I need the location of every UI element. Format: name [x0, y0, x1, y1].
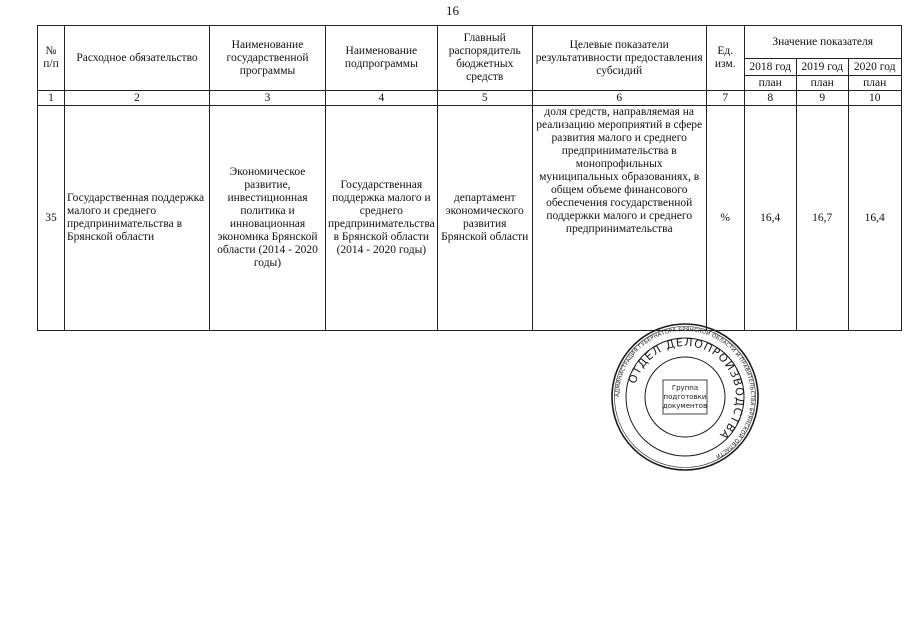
column-number: 10 — [848, 91, 901, 106]
stamp-dept-text: ОТДЕЛ ДЕЛОПРОИЗВОДСТВА — [625, 335, 747, 443]
header-year-2018: 2018 год — [744, 59, 796, 76]
header-no: № п/п — [38, 26, 65, 91]
column-number: 6 — [532, 91, 706, 106]
header-plan-2019: план — [796, 76, 848, 91]
header-year-2019: 2019 год — [796, 59, 848, 76]
row-subprogram: Государственная поддержка малого и среднего предпринимательства в Брянской области (2014 - 2020 годы) — [326, 106, 438, 331]
header-subprogram: Наименование подпрограммы — [326, 26, 438, 91]
stamp-outer-text: АДМИНИСТРАЦИЯ ГУБЕРНАТОРА БРЯНСКОЙ ОБЛАСТИ И ПРАВИТЕЛЬСТВА БРЯНСКОЙ ОБЛАСТИ — [614, 326, 756, 460]
header-value-group: Значение показателя — [744, 26, 901, 59]
stamp-center-line: Группа — [671, 384, 699, 392]
column-number: 2 — [65, 91, 210, 106]
header-indicators: Целевые показатели результативности предоставления субсидий — [532, 26, 706, 91]
row-program: Экономическое развитие, инвестиционная политика и инновационная экономика Брянской области (2014 - 2020 годы) — [210, 106, 326, 331]
column-number: 5 — [437, 91, 532, 106]
table-row — [38, 106, 902, 331]
column-number: 1 — [38, 91, 65, 106]
header-obligation: Расходное обязательство — [65, 26, 210, 91]
header-administrator: Главный распорядитель бюджетных средств — [437, 26, 532, 91]
row-administrator: департамент экономического развития Брянской области — [437, 106, 532, 331]
header-plan-2018: план — [744, 76, 796, 91]
stamp-center-line: документов — [662, 402, 708, 410]
page-number: 16 — [446, 3, 459, 18]
budget-table — [37, 25, 902, 331]
row-number: 35 — [38, 106, 65, 331]
header-plan-2020: план — [848, 76, 901, 91]
row-obligation: Государственная поддержка малого и среднего предпринимательства в Брянской области — [65, 106, 210, 331]
header-unit: Ед. изм. — [706, 26, 744, 91]
official-stamp — [610, 322, 760, 472]
row-value-2018: 16,4 — [744, 106, 796, 331]
header-program: Наименование государственной программы — [210, 26, 326, 91]
column-number: 9 — [796, 91, 848, 106]
header-year-2020: 2020 год — [848, 59, 901, 76]
column-number: 4 — [326, 91, 438, 106]
column-number: 8 — [744, 91, 796, 106]
stamp-center-line: подготовки — [663, 393, 707, 401]
column-number: 3 — [210, 91, 326, 106]
row-indicator: доля средств, направляемая на реализацию мероприятий в сфере развития малого и среднего предпринимательства в монопрофильных муниципальных образованиях, в общем объеме финансового обеспечения государственной поддержки малого и среднего предпринимательства — [532, 106, 706, 331]
row-value-2020: 16,4 — [848, 106, 901, 331]
row-value-2019: 16,7 — [796, 106, 848, 331]
column-number: 7 — [706, 91, 744, 106]
row-unit: % — [706, 106, 744, 331]
